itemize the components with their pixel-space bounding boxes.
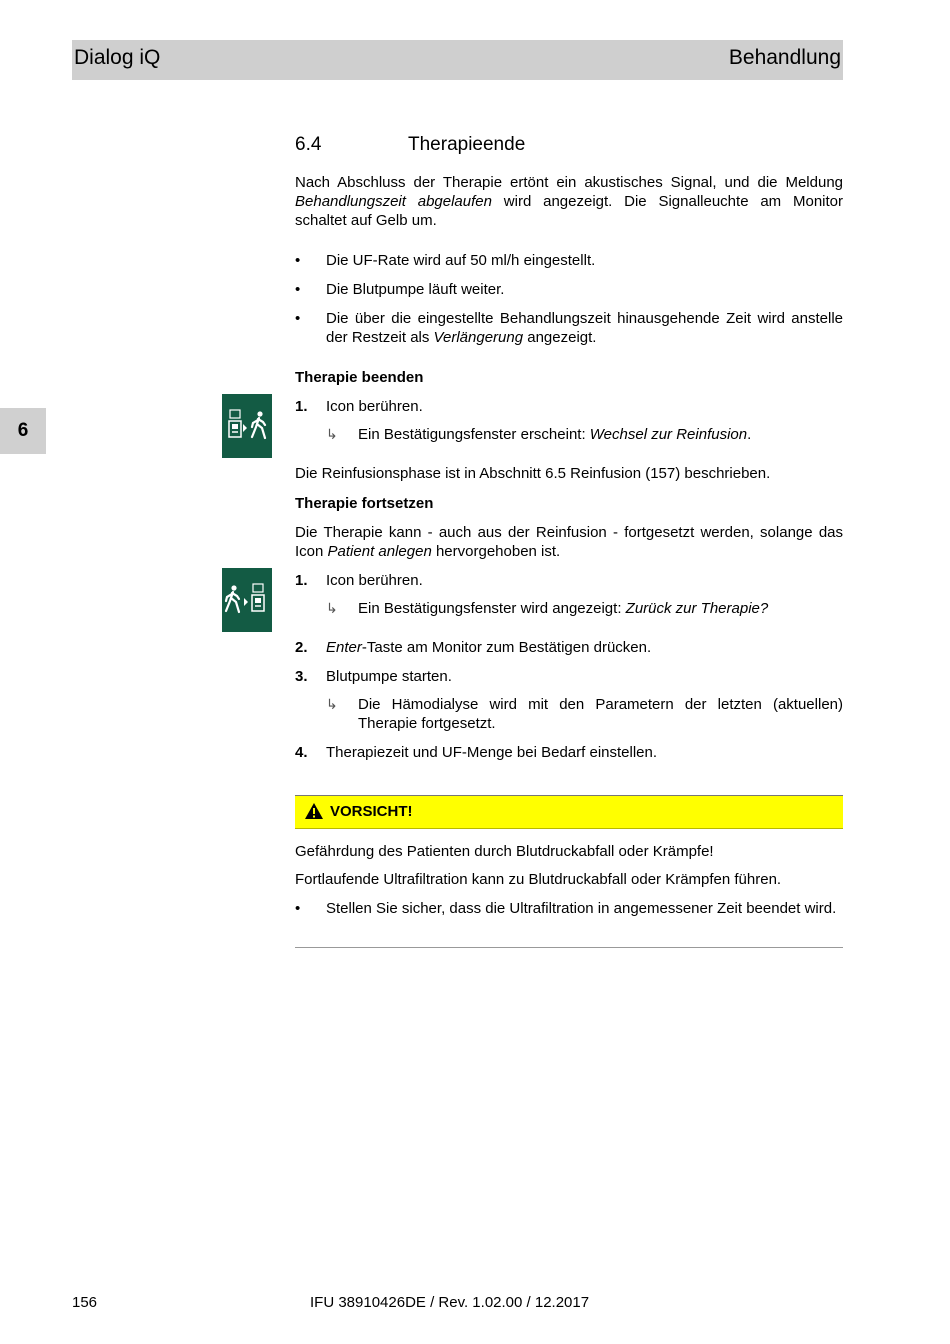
- step-text: Blutpumpe starten.: [326, 668, 452, 685]
- continue-paragraph: [295, 523, 843, 561]
- monitor-to-walk-icon: [222, 394, 272, 458]
- chapter-tab: 6: [0, 408, 46, 454]
- continue-text: hervorgehoben ist.: [431, 543, 561, 560]
- result-emphasis: Wechsel zur Reinfusion: [589, 426, 748, 443]
- warning-line-2: Fortlaufende Ultrafiltration kann zu Blutdruckabfall oder Krämpfen führen.: [295, 871, 782, 888]
- warning-bullets: [295, 899, 843, 928]
- intro-text-b: wird angezeigt. Die Signalleuchte am Monitor schaltet auf Gelb um.: [295, 193, 844, 229]
- step-text: Therapiezeit und UF-Menge bei Bedarf einstellen.: [326, 744, 658, 761]
- walk-to-monitor-icon: [222, 568, 272, 632]
- result-arrow-icon: ↳: [326, 600, 338, 616]
- step-text: Icon berühren.: [326, 398, 423, 415]
- step-number: 2.: [295, 639, 308, 656]
- page-header: [72, 40, 843, 80]
- warning-end-rule: [295, 947, 843, 948]
- step-emphasis: Enter: [326, 639, 362, 656]
- step-number: 1.: [295, 398, 308, 415]
- continue-result-1: [326, 599, 843, 618]
- result-text: .: [747, 426, 752, 443]
- result-text: Ein Bestätigungsfenster wird angezeigt:: [358, 600, 626, 617]
- bullet-text: Die über die eingestellte Behandlungszeit hinausgehende Zeit wird anstelle der Restzeit als: [326, 310, 843, 346]
- reinfusion-note: Die Reinfusionsphase ist in Abschnitt 6.5 Reinfusion (157) beschrieben.: [295, 465, 771, 482]
- result-text: Ein Bestätigungsfenster erscheint:: [358, 426, 590, 443]
- section-heading: Therapieende: [408, 134, 526, 155]
- bullet-text: Die Blutpumpe läuft weiter.: [326, 281, 505, 298]
- warning-banner: [295, 795, 843, 829]
- reinfusion-icon: [222, 394, 272, 458]
- intro-text-a: Nach Abschluss der Therapie ertönt ein akustisches Signal, und die Meldung: [295, 174, 843, 191]
- subheading-end: Therapie beenden: [295, 369, 424, 386]
- continue-text: Die Therapie kann - auch aus der Reinfusion - fortgesetzt werden, solange das Icon: [295, 524, 843, 560]
- section-number: 6.4: [295, 134, 322, 155]
- intro-paragraph: [295, 173, 843, 230]
- header-product: Dialog iQ: [74, 46, 161, 69]
- bullet-emphasis: Verlängerung: [433, 329, 524, 346]
- result-arrow-icon: ↳: [326, 696, 338, 712]
- end-result-1: [326, 425, 843, 444]
- bullet-item: • Stellen Sie sicher, dass die Ultrafiltration in angemessener Zeit beendet wird.: [295, 900, 837, 917]
- warning-line-1: Gefährdung des Patienten durch Blutdruckabfall oder Krämpfe!: [295, 843, 714, 860]
- continue-result-3: [326, 695, 843, 733]
- connect-patient-icon: [222, 568, 272, 632]
- step-number: 4.: [295, 744, 308, 761]
- result-arrow-icon: ↳: [326, 426, 338, 442]
- bullet-text: Stellen Sie sicher, dass die Ultrafiltration in angemessener Zeit beendet wird.: [326, 900, 837, 917]
- header-chapter: Behandlung: [728, 46, 841, 69]
- intro-emphasis: Behandlungszeit abgelaufen: [295, 193, 492, 210]
- info-bullets: [295, 251, 843, 357]
- result-text: Die Hämodialyse wird mit den Parametern der letzten (aktuellen) Therapie fortgesetzt.: [358, 696, 843, 732]
- bullet-item: • Die über die eingestellte Behandlungszeit hinausgehende Zeit wird anstelle der Restzeit als Verlängerung angezeigt.: [295, 310, 843, 346]
- warning-label: VORSICHT!: [330, 803, 413, 820]
- result-emphasis: Zurück zur Therapie?: [625, 600, 769, 617]
- step-number: 1.: [295, 572, 308, 589]
- step-number: 3.: [295, 668, 308, 685]
- step-text: -Taste am Monitor zum Bestätigen drücken.: [361, 639, 652, 656]
- warning-triangle-icon: [304, 802, 324, 820]
- continue-emphasis: Patient anlegen: [327, 543, 432, 560]
- document-reference: IFU 38910426DE / Rev. 1.02.00 / 12.2017: [310, 1294, 590, 1311]
- bullet-item: • Die UF-Rate wird auf 50 ml/h eingestellt.: [295, 252, 596, 269]
- bullet-text: Die UF-Rate wird auf 50 ml/h eingestellt.: [326, 252, 596, 269]
- step-text: Icon berühren.: [326, 572, 423, 589]
- subheading-continue: Therapie fortsetzen: [295, 495, 434, 512]
- page-number: 156: [72, 1294, 98, 1311]
- bullet-item: • Die Blutpumpe läuft weiter.: [295, 281, 505, 298]
- bullet-text: angezeigt.: [523, 329, 597, 346]
